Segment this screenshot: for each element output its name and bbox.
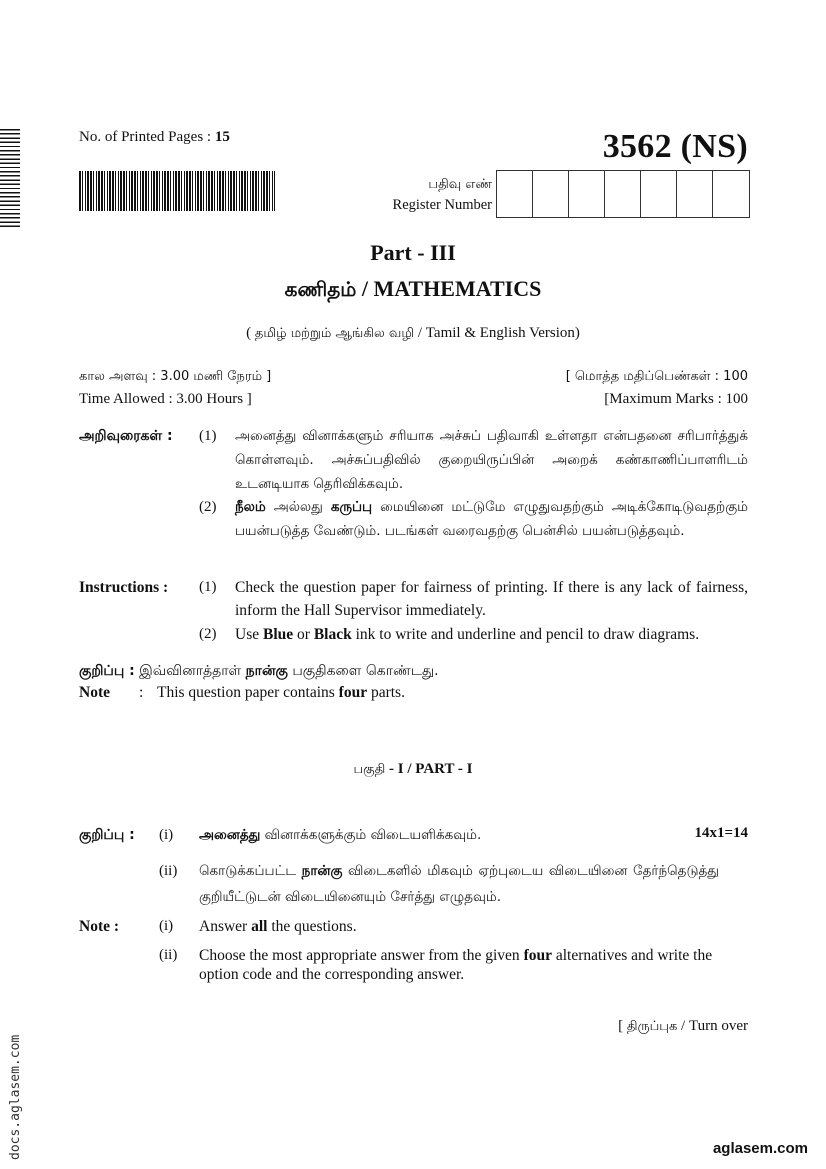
- item-number: (2): [199, 499, 217, 515]
- item-number: (ii): [159, 863, 178, 879]
- register-digit-box[interactable]: [605, 171, 641, 217]
- text-pre: Use: [235, 626, 263, 643]
- text-pre: Choose the most appropriate answer from the given: [199, 947, 524, 964]
- watermark-corner: aglasem.com: [712, 1140, 808, 1157]
- part1-note-ta-1: [79, 823, 748, 847]
- paper-code: 3562 (NS): [602, 128, 748, 165]
- note-en: [79, 684, 405, 702]
- note-text: [199, 916, 357, 937]
- register-digit-box[interactable]: [569, 171, 605, 217]
- part1-note-en-1: [79, 916, 748, 937]
- part-1-heading-ta: பகுதி: [353, 762, 386, 777]
- register-number-boxes: [496, 170, 750, 218]
- instruction-text: [235, 623, 748, 646]
- part1-note-ta-label: குறிப்பு :: [79, 827, 135, 843]
- printed-pages-label: No. of Printed Pages :: [79, 129, 215, 145]
- note-en-bold: four: [338, 684, 368, 701]
- note-text: [199, 946, 714, 984]
- subject-en: MATHEMATICS: [373, 276, 542, 301]
- bold-four: four: [523, 947, 552, 964]
- bold-all: அனைத்து: [199, 827, 261, 843]
- watermark-side: docs.aglasem.com: [8, 1034, 23, 1160]
- side-barcode: [0, 129, 20, 229]
- part-1-heading: [0, 761, 826, 778]
- note-ta-post: பகுதிகளை கொண்டது.: [287, 663, 439, 679]
- part1-note-ta-2: [79, 858, 748, 910]
- bold-black: Black: [313, 626, 352, 643]
- part-1-heading-en: - I / PART - I: [385, 761, 473, 777]
- note-en-post: parts.: [367, 684, 405, 701]
- register-digit-box[interactable]: [497, 171, 533, 217]
- register-digit-box[interactable]: [713, 171, 749, 217]
- bold-all: all: [251, 918, 268, 935]
- register-digit-box[interactable]: [641, 171, 677, 217]
- turn-over-ta: திருப்புக: [626, 1019, 678, 1034]
- note-en-colon: :: [139, 684, 144, 701]
- instructions-en-1: [79, 576, 748, 622]
- bold-blue: நீலம்: [235, 499, 266, 515]
- label-spacer: [79, 495, 199, 543]
- note-text: [199, 823, 619, 847]
- marks-en: [Maximum Marks : 100: [604, 391, 748, 407]
- printed-pages: [79, 129, 230, 146]
- subject-ta: கணிதம்: [284, 277, 357, 301]
- register-digit-box[interactable]: [677, 171, 713, 217]
- instruction-text: [235, 495, 748, 543]
- bold-blue: Blue: [262, 626, 294, 643]
- note-en-label: Note: [79, 684, 110, 701]
- text-rest: the questions.: [267, 918, 357, 935]
- register-number-label: [393, 174, 492, 216]
- part1-note-en-2: [79, 946, 748, 984]
- item-number: (i): [159, 827, 174, 843]
- turn-over: [618, 1018, 748, 1035]
- label-spacer: [79, 858, 159, 910]
- text-rest: மையினை மட்டுமே எழுதுவதற்கும் அடிக்கோடிடுவதற்கும் பயன்படுத்த வேண்டும். படங்கள் வரைவதற்கு பென்சில் பயன்படுத்தவும்.: [235, 499, 748, 539]
- item-number: (1): [199, 579, 217, 595]
- text-pre: கொடுக்கப்பட்ட: [199, 863, 302, 879]
- instructions-ta-label: அறிவுரைகள் :: [79, 428, 173, 444]
- version-open: (: [246, 325, 255, 341]
- instructions-en-label: Instructions :: [79, 579, 169, 596]
- part-1-marks: 14x1=14: [694, 825, 748, 841]
- note-text: [199, 858, 719, 910]
- text-rest: alternatives and write the option code and the corresponding answer.: [199, 947, 713, 983]
- instructions-en-2: [79, 623, 748, 646]
- version-en: / Tamil & English Version): [414, 325, 580, 341]
- turn-over-en: / Turn over: [677, 1018, 748, 1034]
- instruction-text: அனைத்து வினாக்களும் சரியாக அச்சுப் பதிவாகி உள்ளதா என்பதனை சரிபார்த்துக் கொள்ளவும். அச்சுப்பதிவில் குறையிருப்பின் அறைக் கண்காணிப்பாளரிடம் உடனடியாக தெரிவிக்கவும்.: [235, 428, 748, 492]
- instructions-ta-2: [79, 495, 748, 543]
- label-spacer: [79, 623, 199, 646]
- instruction-text: Check the question paper for fairness of printing. If there is any lack of fairness, inform the Hall Supervisor immediately.: [235, 579, 748, 619]
- marks-ta: [ மொத்த மதிப்பெண்கள் : 100: [565, 369, 748, 384]
- time-ta: கால அளவு : 3.00 மணி நேரம் ]: [79, 369, 272, 384]
- text-rest: விடைகளில் மிகவும் ஏற்புடைய விடையினை தேர்ந்தெடுத்து குறியீட்டுடன் விடையினையும் சேர்த்து எழுதவும்.: [199, 863, 719, 905]
- text-or: or: [293, 626, 314, 643]
- item-number: (ii): [159, 947, 178, 963]
- register-digit-box[interactable]: [533, 171, 569, 217]
- version-line: [0, 325, 826, 342]
- turn-over-open: [: [618, 1018, 627, 1034]
- printed-pages-value: 15: [214, 129, 230, 145]
- register-label-en: Register Number: [392, 197, 492, 213]
- note-ta-bold: நான்கு: [245, 663, 288, 679]
- subject-title: [0, 276, 826, 304]
- item-number: (2): [199, 626, 217, 642]
- version-ta: தமிழ் மற்றும் ஆங்கில வழி: [254, 326, 415, 341]
- text-or: அல்லது: [265, 499, 331, 515]
- bold-four: நான்கு: [301, 863, 343, 879]
- part-title: Part - III: [370, 240, 456, 265]
- label-spacer: [79, 946, 159, 984]
- time-en: Time Allowed : 3.00 Hours ]: [79, 391, 252, 407]
- note-ta-label: குறிப்பு :: [79, 663, 135, 679]
- item-number: (i): [159, 918, 174, 934]
- instructions-ta-1: [79, 424, 748, 496]
- text-pre: Answer: [199, 918, 252, 935]
- register-label-ta: பதிவு எண்: [428, 177, 492, 192]
- text-rest: வினாக்களுக்கும் விடையளிக்கவும்.: [260, 827, 482, 843]
- barcode: [79, 171, 275, 211]
- item-number: (1): [199, 428, 217, 444]
- bold-black: கருப்பு: [330, 499, 373, 515]
- subject-separator: /: [356, 276, 374, 301]
- maximum-marks: [566, 366, 748, 410]
- note-ta: [79, 660, 439, 682]
- time-allowed: [79, 366, 271, 410]
- note-ta-pre: இவ்வினாத்தாள்: [134, 663, 246, 679]
- note-en-pre: This question paper contains: [157, 684, 339, 701]
- part1-note-en-label: Note :: [79, 918, 120, 935]
- text-rest: ink to write and underline and pencil to draw diagrams.: [351, 626, 700, 643]
